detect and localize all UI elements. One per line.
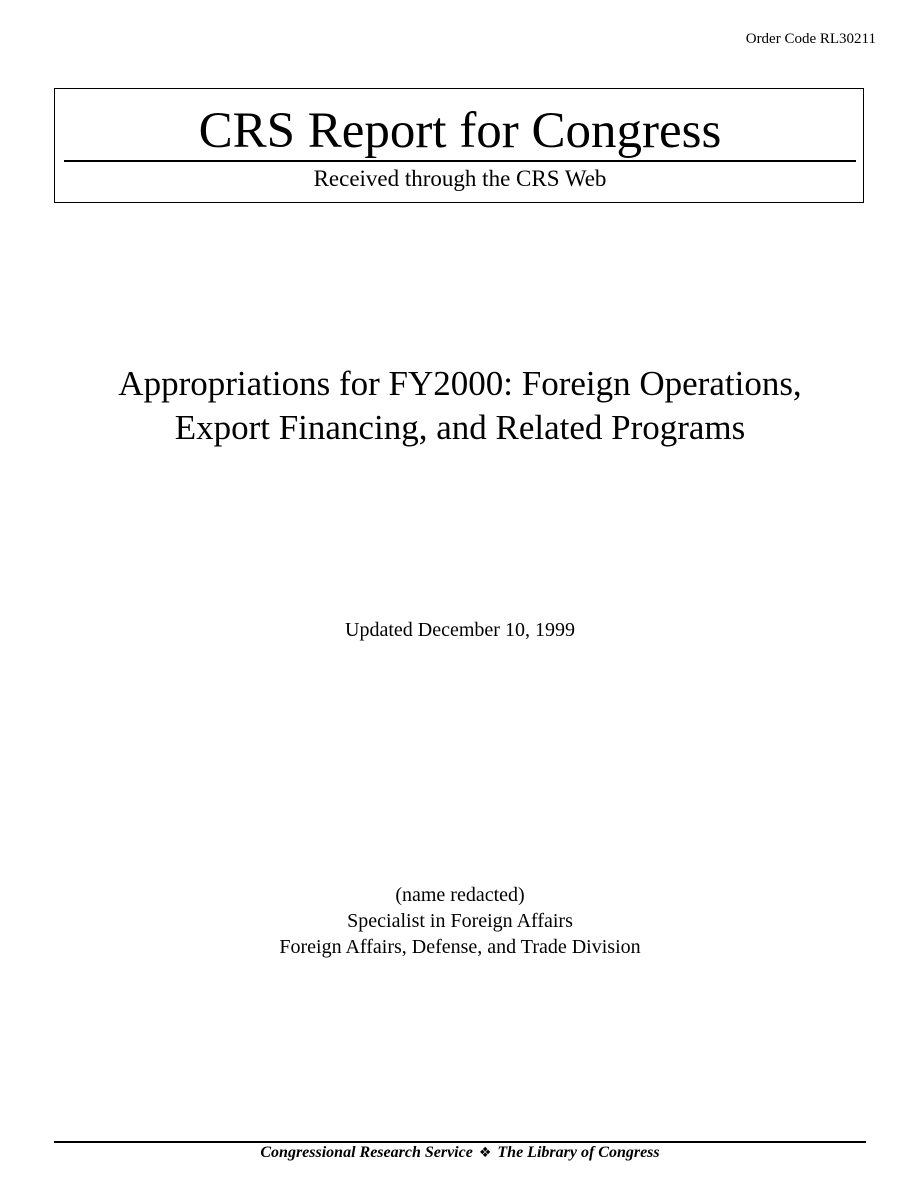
report-title: CRS Report for Congress [198, 103, 722, 159]
document-title-line-1: Appropriations for FY2000: Foreign Operations, [118, 364, 802, 403]
four-diamond-icon: ❖ [478, 1145, 492, 1161]
header-divider [64, 160, 856, 162]
footer-crs: Congressional Research Service [260, 1144, 473, 1161]
updated-date: Updated December 10, 1999 [345, 619, 575, 641]
document-title-line-2: Export Financing, and Related Programs [174, 408, 746, 447]
document-title [0, 362, 920, 450]
order-code: Order Code RL30211 [745, 31, 876, 47]
author-position: Specialist in Foreign Affairs [347, 910, 573, 932]
footer-library: The Library of Congress [497, 1144, 660, 1161]
footer [0, 1143, 920, 1163]
author-division: Foreign Affairs, Defense, and Trade Division [279, 936, 641, 958]
report-subtitle: Received through the CRS Web [313, 166, 607, 191]
author-name: (name redacted) [395, 884, 525, 906]
author-block [0, 882, 920, 960]
